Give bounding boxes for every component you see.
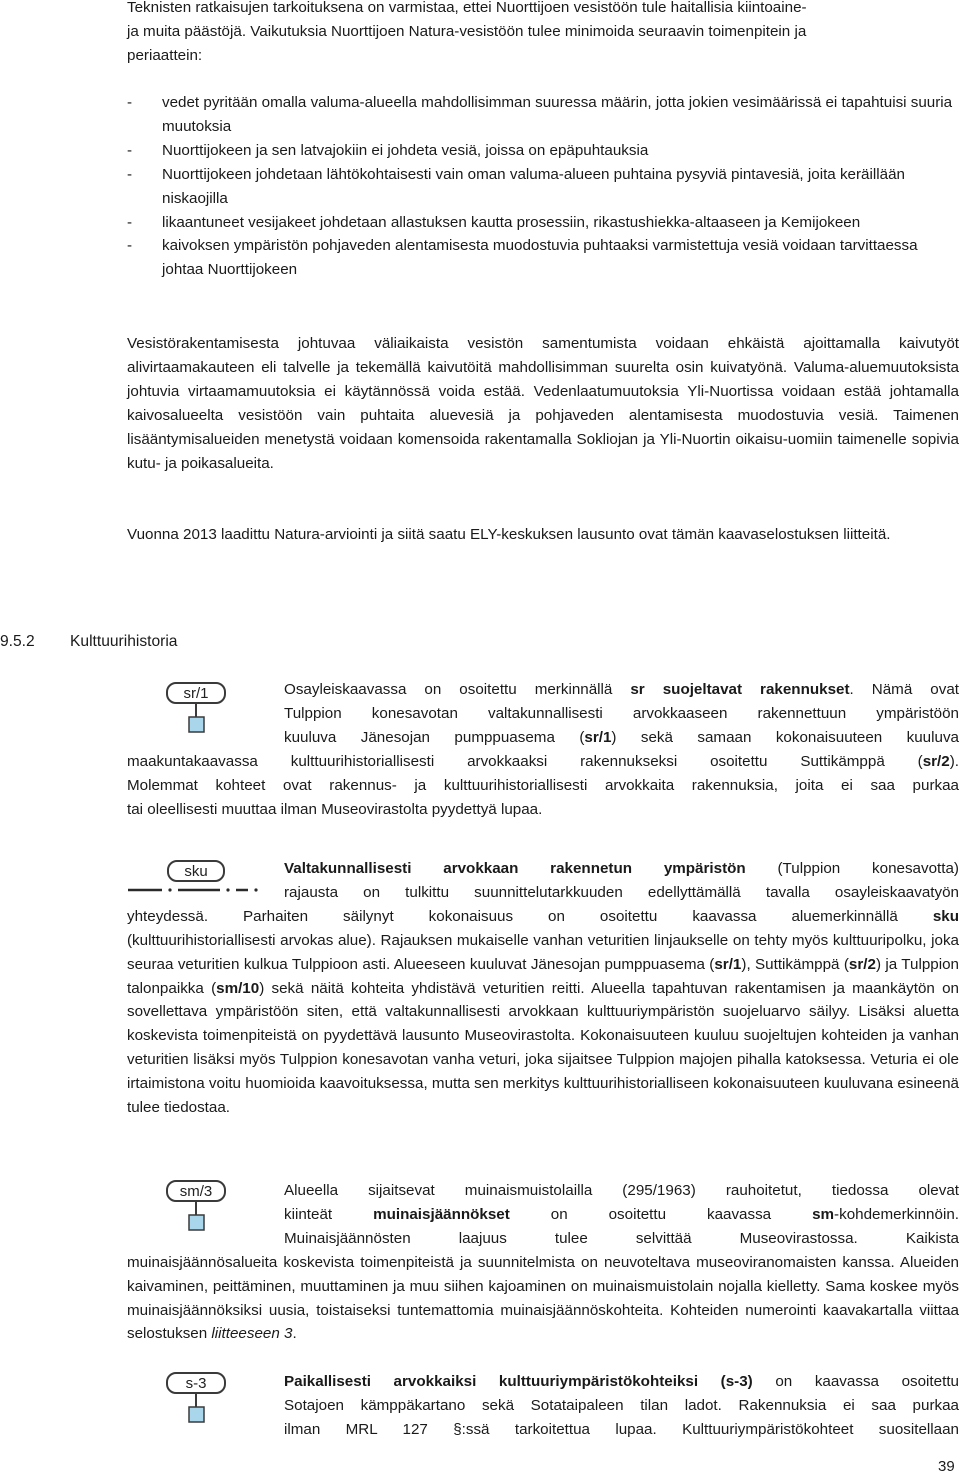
intro-line: periaattein:	[127, 46, 203, 64]
list-item: - vedet pyritään omalla valuma-alueella mahdollisimman suuressa määrin, jotta jokien vesimäärissä ei tapahtuisi suuria muutoksia	[127, 94, 953, 135]
sr-paragraph: Osayleiskaavassa on osoitettu merkinnällä sr suojeltavat rakennukset. Nämä ovat Tulppion konesavotan valtakunnallisesti arvokkaaseen rakennettuun ympäristöön kuuluva Jänesojan pumppuasema (sr/1) sekä samaan kokonaisuuteen kuuluva maakuntakaavassa kulttuurihistoriallisesti arvokkaaksi rakennukseksi osoitettu Suttikämppä (sr/2). Molemmat kohteet ovat rakennus- ja kulttuurihistoriallisesti arvokkaita rakennuksia, joita ei saa purkaa tai oleellisesti muuttaa ilman Museovirastolta pyydettyä lupaa.	[127, 681, 959, 818]
list-item: - likaantuneet vesijakeet johdetaan allastuksen kautta prosessiin, rikastushiekka-altaaseen ja Kemijokeen	[127, 213, 861, 231]
list-item-text: Nuorttijokeen ja sen latvajokiin ei johdeta vesiä, joissa on epäpuhtauksia	[162, 141, 649, 159]
water-construction-paragraph: Vesistörakentamisesta johtuvaa väliaikaista vesistön samentumista voidaan ehkäistä ajoittamalla kaivutyöt alivirtaamakauteen eli talvelle ja tekemällä kaivutöitä mahdollisimman suurelta osin kuivatyönä. Valuma-aluemuutoksista johtuvia virtaamamuutoksia ei käytännössä voida estää. Vedenlaatumuutoksia Yli-Nuortissa voidaan estää johtamalla kaivosalueelta vesistöön vain puhtaita aluevesiä ja pohjaveden alentamisesta muodostuvia vesiä. Taimenen lisääntymisalueiden menetystä voidaan komensoida rakentamalla Sokliojan ja Yli-Nuortin oikaisu-uomiin taimenelle sopivia kutu- ja poikasalueita.	[127, 335, 959, 472]
list-item: - Nuorttijokeen ja sen latvajokiin ei johdeta vesiä, joissa on epäpuhtauksia	[127, 141, 649, 159]
list-item: - kaivoksen ympäristön pohjaveden alentamisesta muodostuvia puhtaaksi varmistettuja vesiä voidaan tarvittaessa johtaa Nuorttijokeen	[127, 237, 918, 279]
sm3-symbol-label: sm/3	[179, 1183, 213, 1200]
page-number: 39	[938, 1458, 955, 1475]
list-item-text: vedet pyritään omalla valuma-alueella mahdollisimman suuressa määrin, jotta jokien vesimäärissä ei tapahtuisi suuria muutoksia	[162, 94, 953, 135]
sku-symbol-label: sku	[184, 863, 208, 880]
sku-paragraph: Valtakunnallisesti arvokkaan rakennetun ympäristön (Tulppion konesavotta) rajausta on tulkittu suunnittelutarkkuuden edellyttämällä tavalla osayleiskaavatyön yhteydessä. Parhaiten säilynyt kokonaisuus on osoitettu kaavassa aluemerkinnällä sku (kulttuurihistoriallisesti arvokas alue). Rajauksen mukaiselle vanhan veturitien linjaukselle on tehty myös kulttuuripolku, joka seuraa veturitien kulkua Tulppioon asti. Alueeseen kuuluvat Jänesojan pumppuasema (sr/1), Suttikämppä (sr/2) ja Tulppion talonpaikka (sm/10) sekä näitä kohteita yhdistävä veturitien reitti. Alueella tapahtuvan rakentamisen ja maankäytön on sovellettava ympäristöön siten, että valtakunnallisesti arvokkaan kulttuuriympäristön suojeluarvo säilyy. Lisäksi aluetta koskevista toimenpiteistä on pyydettävä lausunto Museovirastolta. Kokonaisuuteen kuuluu suojeltujen kohteiden ja vanhan veturitien lisäksi myös Tulppion konesavotan vanha veturi, joka sijaitsee Tulppion majojen pihalla katoksessa. Veturia ei ole irtaimistona voitu huomioida kaavoituksessa, mutta sen merkitys kulttuurihistorialliseen kokonaisuuteen kuuluvana esineenä tulee tiedostaa.	[127, 860, 959, 1117]
list-item-text: Nuorttijokeen johdetaan lähtökohtaisesti vain oman valuma-alueen puhtaina pysyviä pintavesiä, joita keräillään niskaojilla	[162, 165, 905, 207]
sm-paragraph: Alueella sijaitsevat muinaismuistolailla (295/1963) rauhoitetut, tiedossa olevat kiinteät muinaisjäännökset on osoitettu kaavassa sm-kohdemerkinnöin. Muinaisjäännösten laajuus tulee selvittää Museovirastossa. Kaikista muinaisjäännösalueita koskevista toimenpiteistä ja suunnitelmista on neuvoteltava museoviranomaisten kanssa. Alueiden kaivaminen, peittäminen, muuttaminen ja muu siihen kajoaminen on muinaismuistolain nojalla kielletty. Sama koskee myös muinaisjäännöksiksi uusia, toistaiseksi tuntemattomia muinaisjäännöskohteita. Kohteiden numerointi kaavakartalla viittaa selostuksen liitteeseen 3.	[127, 1182, 959, 1343]
intro-line: Teknisten ratkaisujen tarkoituksena on varmistaa, ettei Nuorttijoen vesistöön tule haitallisia kiintoaine-	[127, 0, 807, 16]
natura-paragraph: Vuonna 2013 laadittu Natura-arviointi ja siitä saatu ELY-keskuksen lausunto ovat tämän kaavaselostuksen liitteitä.	[127, 526, 891, 543]
intro-line: ja muita päästöjä. Vaikutuksia Nuorttijoen Natura-vesistöön tulee minimoida seuraavin toimenpitein ja	[127, 22, 807, 40]
sr1-symbol-label: sr/1	[183, 685, 209, 702]
list-item: - Nuorttijokeen johdetaan lähtökohtaisesti vain oman valuma-alueen puhtaina pysyviä pintavesiä, joita keräillään niskaojilla	[127, 165, 905, 207]
section-title: Kulttuurihistoria	[70, 633, 178, 650]
intro-paragraph	[127, 0, 959, 68]
list-item-text: likaantuneet vesijakeet johdetaan allastuksen kautta prosessiin, rikastushiekka-altaaseen ja Kemijokeen	[162, 213, 861, 231]
measures-list	[127, 91, 959, 282]
s3-paragraph: Paikallisesti arvokkaiksi kulttuuriympäristökohteiksi (s-3) on kaavassa osoitettu Sotajoen kämppäkartano sekä Sotataipaleen tilan ladot. Rakennuksia ei saa purkaa ilman MRL 127 §:ssä tarkoitettua lupaa. Kulttuuriympäristökohteet suositellaan	[284, 1373, 959, 1438]
section-number: 9.5.2	[0, 633, 35, 650]
s3-symbol-label: s-3	[185, 1375, 207, 1392]
list-item-text: kaivoksen ympäristön pohjaveden alentamisesta muodostuvia puhtaaksi varmistettuja vesiä voidaan tarvittaessa johtaa Nuorttijokeen	[162, 237, 918, 279]
